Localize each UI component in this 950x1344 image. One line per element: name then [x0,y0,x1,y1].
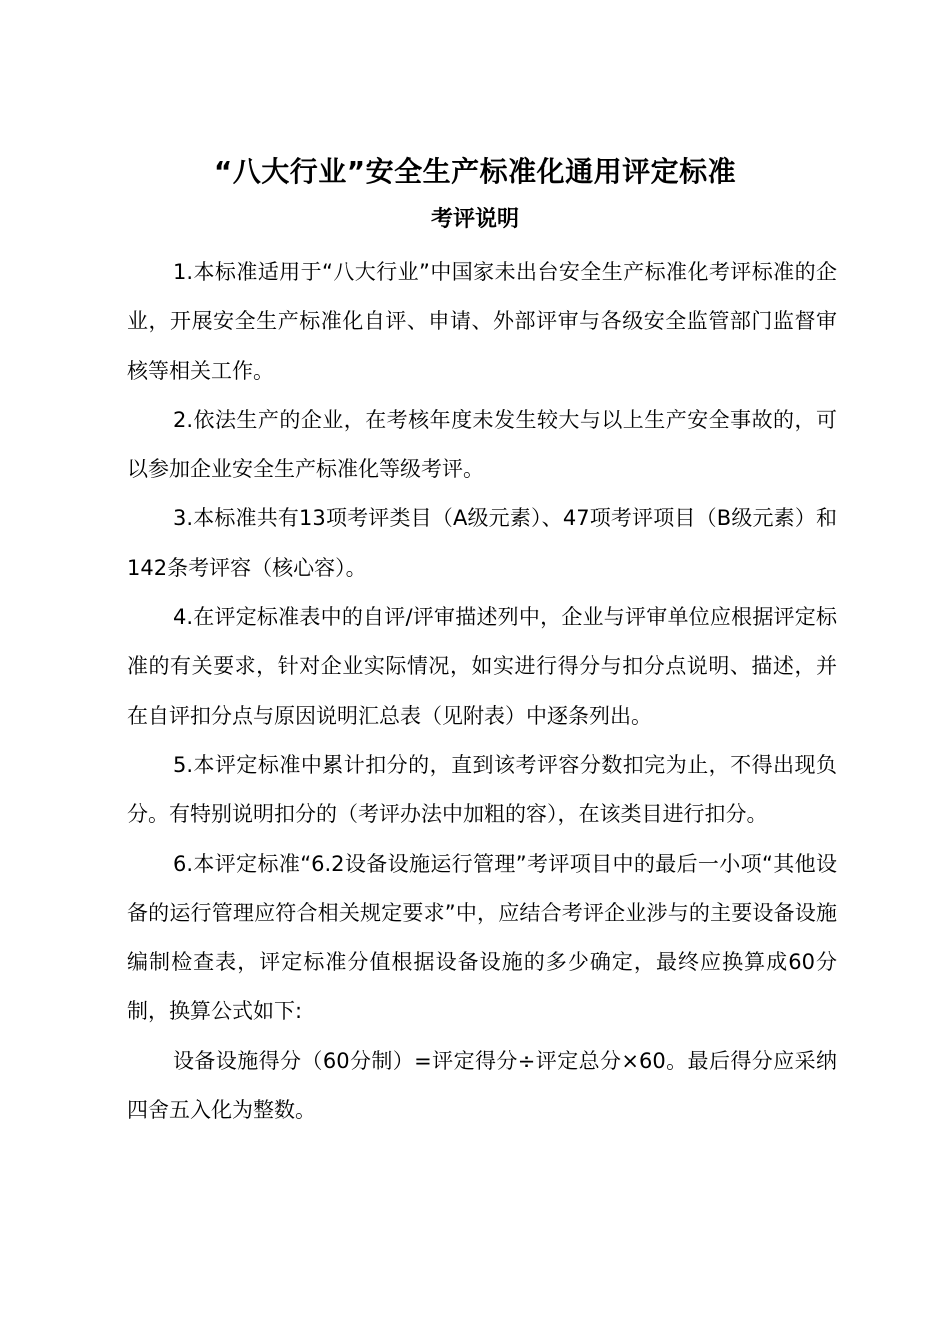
document-title: “八大行业”安全生产标准化通用评定标准 [213,155,737,188]
paragraph: 设备设施得分（60分制）=评定得分÷评定总分×60。最后得分应采纳四舍五入化为整数。 [127,1048,837,1123]
document-subtitle: 考评说明 [430,207,519,232]
paragraph: 3.本标准共有13项考评类目（A级元素）、47项考评项目（B级元素）和142条考评容（核心容）。 [127,506,837,580]
paragraph: 1.本标准适用于“八大行业”中国家未出台安全生产标准化考评标准的企业，开展安全生产标准化自评、申请、外部评审与各级安全监管部门监督审核等相关工作。 [127,260,837,383]
paragraph: 5.本评定标准中累计扣分的，直到该考评容分数扣完为止，不得出现负分。有特别说明扣分的（考评办法中加粗的容），在该类目进行扣分。 [127,752,837,827]
paragraph: 2.依法生产的企业，在考核年度未发生较大与以上生产安全事故的，可以参加企业安全生产标准化等级考评。 [127,407,837,482]
document-body [127,248,837,1135]
paragraph: 6.本评定标准“6.2设备设施运行管理”考评项目中的最后一小项“其他设备的运行管理应符合相关规定要求”中，应结合考评企业涉与的主要设备设施编制检查表，评定标准分值根据设备设施的多少确定，最终应换算成60分制，换算公式如下: [127,851,837,1024]
paragraph: 4.在评定标准表中的自评/评审描述列中，企业与评审单位应根据评定标准的有关要求，针对企业实际情况，如实进行得分与扣分点说明、描述，并在自评扣分点与原因说明汇总表（见附表）中逐条列出。 [127,605,837,728]
